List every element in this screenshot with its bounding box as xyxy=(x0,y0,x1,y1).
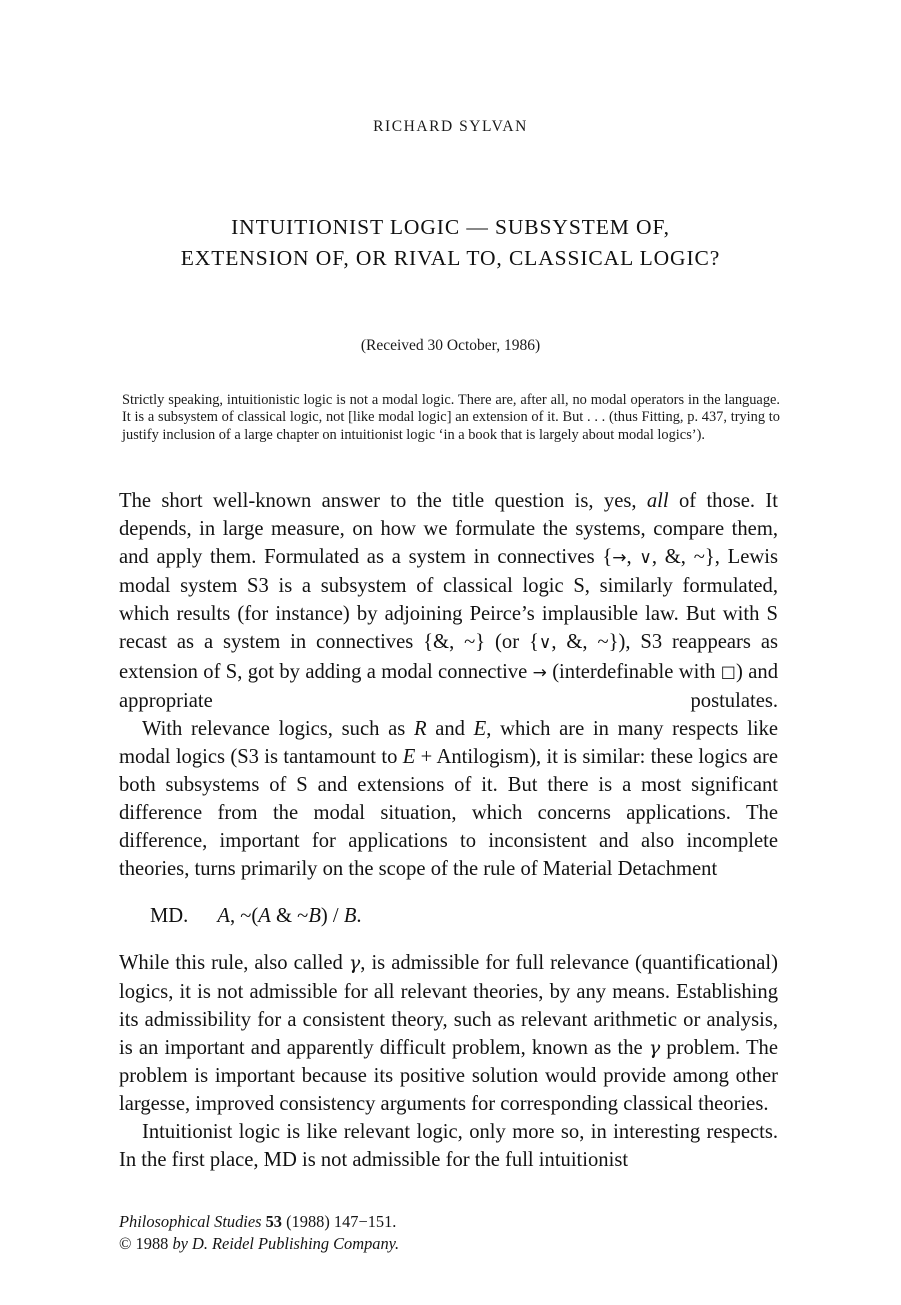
p2-seg2: and xyxy=(426,717,474,740)
p3-gamma-icon-1: γ xyxy=(348,952,361,975)
p2-seg4: + Antilogism), it is similar: these logics are both subsystems of S and extensions of it. But there is a most significant difference from the modal situation, which concerns applications. The difference, important for applications to inconsistent and also incomplete theories, turns primarily on the scope of the rule of Material Detachment xyxy=(119,745,778,881)
paragraph-3 xyxy=(119,949,778,1118)
journal-volume: 53 xyxy=(265,1212,282,1231)
p1-arrow-icon-2: → xyxy=(532,662,547,683)
p1-negation-icon: ~ xyxy=(693,546,705,569)
article-body xyxy=(119,487,778,1174)
p2-logic-R: R xyxy=(413,717,427,740)
formula-conjunction-icon: & xyxy=(270,905,298,928)
p1-seg3: , Lewis modal system S3 is a subsystem of classical logic S, similarly formulated, which results (for instance) by adjoining Peirce’s implausible law. But with S recast as a system in connectives xyxy=(119,546,779,654)
article-title-line-2: EXTENSION OF, OR RIVAL TO, CLASSICAL LOGIC? xyxy=(180,246,721,270)
rule-label: MD. xyxy=(150,905,189,928)
formula-comma: , xyxy=(229,905,241,928)
p1-set1-open: { xyxy=(602,546,613,569)
publisher-name: by D. Reidel Publishing Company. xyxy=(172,1234,400,1253)
journal-citation xyxy=(119,1211,779,1233)
formula-paren-close: ) xyxy=(320,905,328,928)
formula-negation-icon-1: ~ xyxy=(240,905,252,928)
p1-set1-mid1: , xyxy=(626,546,640,569)
p1-set2-open: { xyxy=(423,631,434,654)
journal-name: Philosophical Studies xyxy=(119,1212,262,1231)
paragraph-1 xyxy=(119,487,778,715)
p1-emphasis-all: all xyxy=(646,490,669,512)
p1-arrow-icon: → xyxy=(612,548,627,569)
p2-seg3: , which are in many respects like modal logics (S3 is tantamount to xyxy=(119,717,779,768)
p1-seg4: (or xyxy=(485,631,529,654)
p1-set1-mid2: , &, xyxy=(651,546,694,569)
received-date: (Received 30 October, 1986) xyxy=(360,337,541,354)
copyright-line xyxy=(119,1233,779,1255)
p3-seg1: While this rule, also called xyxy=(119,952,349,975)
article-title xyxy=(0,212,901,274)
formula-a: A xyxy=(217,905,230,928)
author-name: RICHARD SYLVAN xyxy=(373,118,528,135)
paragraph-4 xyxy=(119,1118,778,1174)
p1-seg5: ), S3 reappears as extension of S, got by adding a modal connective xyxy=(119,631,778,683)
p1-seg2: of those. It depends, in large measure, on how we formulate the systems, compare them, and apply them. Formulated as a system in connectives xyxy=(119,490,778,569)
formula-c: B xyxy=(308,905,321,928)
p3-gamma-icon-2: γ xyxy=(648,1036,661,1059)
p1-seg6: (interdefinable with xyxy=(546,660,721,683)
p1-disjunction-icon-2: ∨ xyxy=(538,633,552,654)
copyright-year: 1988 xyxy=(131,1234,173,1253)
article-title-line-1: INTUITIONIST LOGIC — SUBSYSTEM OF, xyxy=(231,215,670,239)
p1-set2-body: &, ~ xyxy=(433,631,476,654)
formula-period: . xyxy=(356,905,362,928)
epigraph-quotation: Strictly speaking, intuitionistic logic is not a modal logic. There are, after all, no modal operators in the language. It is a subsystem of classical logic, not [like modal logic] an extension of it. But . . . (thus Fitting, p. 437, trying to justify inclusion of a large chapter on intuitionist logic ‘in a book that is largely about modal logics’). xyxy=(122,392,780,443)
p3-seg2: , is admissible for full relevance (quantificational) logics, it is not admissible for all relevant theories, by any means. Establishing its admissibility for a consistent theory, such as relevant arithmetic or analysis, is an important and apparently difficult problem, known as the xyxy=(119,952,778,1059)
p1-set3-body: , &, ~ xyxy=(551,631,609,654)
formula-b: A xyxy=(258,905,271,928)
displayed-rule-md xyxy=(119,902,778,930)
p1-disjunction-icon: ∨ xyxy=(639,548,652,569)
formula-d: B xyxy=(343,905,357,928)
p2-seg1: With relevance logics, such as xyxy=(142,717,414,740)
rule-formula xyxy=(217,905,361,927)
formula-negation-icon-2: ~ xyxy=(297,905,309,928)
paragraph-2 xyxy=(119,715,778,884)
p1-set3-open: { xyxy=(528,631,539,654)
p3-seg3: problem. The problem is important because its positive solution would provide among other largesse, improved consistency arguments for corresponding classical theories. xyxy=(119,1036,778,1115)
journal-year-pages: (1988) 147−151. xyxy=(282,1212,397,1231)
formula-turnstile-slash: / xyxy=(327,905,344,928)
p4-seg1: Intuitionist logic is like relevant logic, only more so, in interesting respects. In the first place, MD is not admissible for the full intuitionist xyxy=(119,1120,778,1172)
p2-logic-E-2: E xyxy=(402,745,416,768)
copyright-icon: © xyxy=(119,1234,132,1253)
p1-seg1: The short well-known answer to the title question is, yes, xyxy=(119,490,647,512)
p1-seg7: ) and appropriate postulates. xyxy=(119,660,778,712)
p1-set3-close: } xyxy=(608,631,619,654)
p1-set1-close: } xyxy=(704,546,715,569)
formula-paren-open: ( xyxy=(251,905,259,928)
page-footer xyxy=(119,1211,779,1255)
p2-logic-E: E xyxy=(473,717,487,740)
p1-set2-close: } xyxy=(475,631,486,654)
p1-necessity-box-icon: □ xyxy=(720,661,737,681)
